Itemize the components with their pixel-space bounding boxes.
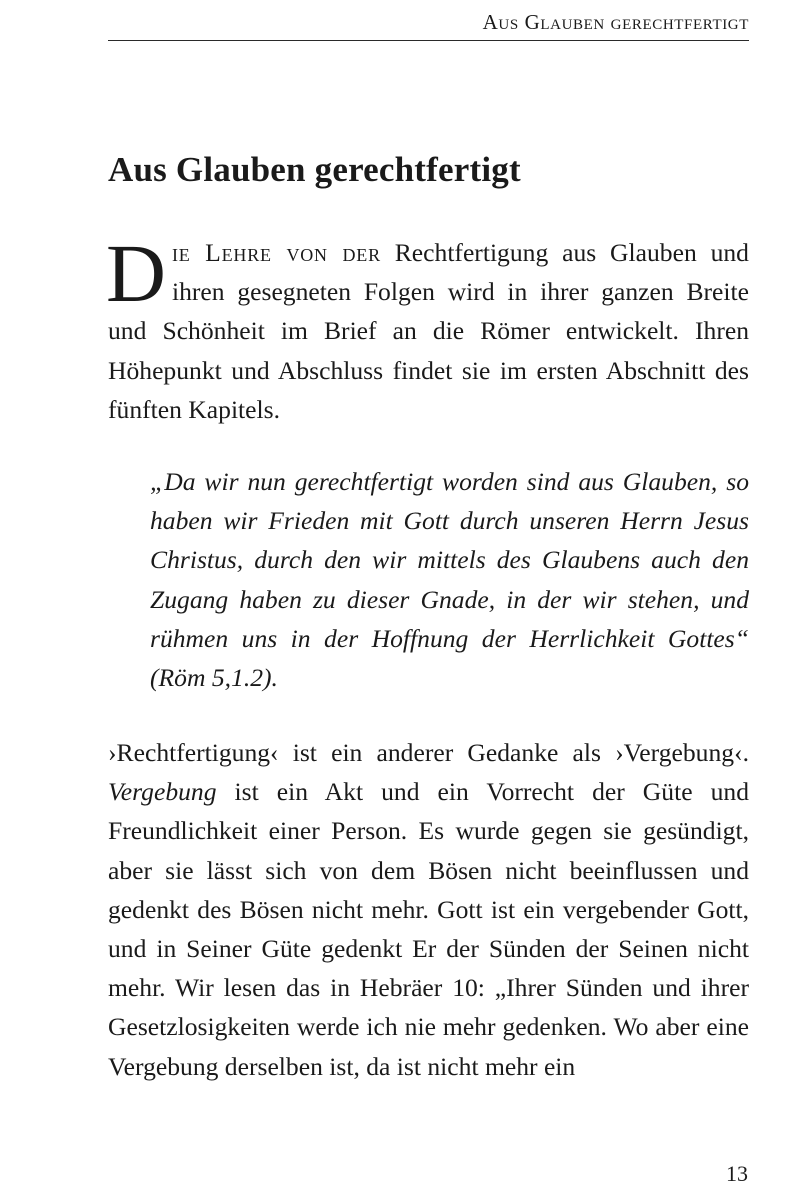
body-paragraph — [108, 733, 749, 1086]
running-head — [108, 8, 749, 41]
scripture-quote — [150, 462, 749, 697]
intro-smallcaps: ie Lehre von der — [171, 238, 381, 267]
quote-text: „Da wir nun gerechtfertigt worden sind aus Glauben, so haben wir Frieden mit Gott durch unseren Herrn Jesus Christus, durch den wir mittels des Glaubens auch den Zugang haben zu dieser Gnade, in der wir stehen, und rühmen uns in der Hoffnung der Herrlichkeit Gottes“ — [150, 467, 749, 653]
page-number: 13 — [726, 1161, 748, 1186]
intro-paragraph — [106, 227, 749, 429]
drop-cap: D — [106, 227, 166, 319]
running-head-text: Aus Glauben gerechtfertigt — [482, 10, 749, 34]
body-emphasis: Vergebung — [108, 777, 217, 807]
intro-text: Rechtfertigung aus Glauben und ihren gesegneten Folgen wird in ihrer ganzen Breite und Schönheit im Brief an die Römer entwickelt. Ihren Höhepunkt und Abschluss findet sie im ersten Abschnitt des fünften Kapitels. — [108, 238, 749, 424]
chapter-title: Aus Glauben gerechtfertigt — [108, 150, 521, 189]
body-text-part2: ist ein Akt und ein Vorrecht der Güte und Freundlichkeit einer Person. Es wurde gegen sie gesündigt, aber sie lässt sich von dem Bösen nicht beeinflussen und gedenkt des Bösen nicht mehr. Gott ist ein vergebender Gott, und in Seiner Güte gedenkt Er der Sünden der Seinen nicht mehr. Wir lesen das in Hebräer 10: „Ihrer Sünden und ihrer Gesetzlosigkeiten werde ich nie mehr gedenken. Wo aber eine Vergebung derselben ist, da ist nicht mehr ein — [108, 777, 749, 1081]
quote-reference: (Röm 5,1.2). — [150, 663, 278, 693]
body-text-part1: ›Rechtfertigung‹ ist ein anderer Gedanke als ›Vergebung‹. — [108, 738, 749, 767]
